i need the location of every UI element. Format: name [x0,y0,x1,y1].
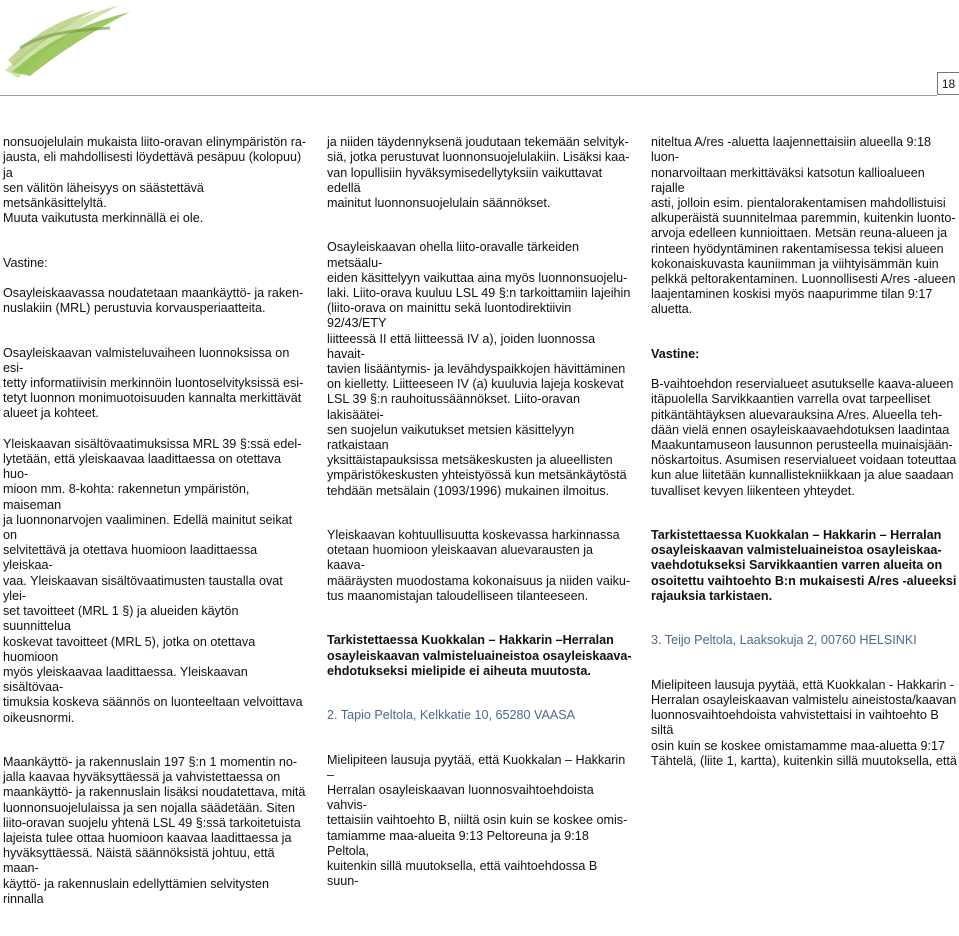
decision-paragraph: Tarkistettaessa Kuokkalan – Hakkarin – Herralan osayleiskaavan valmisteluaineistoa osayleiskaa- vaehdotukseksi Sarvikkaantien varren alueita on osoitettu vaihtoehto B:n mukaisesti A/res -alueeksi rajauksia tarkistaen. [651,528,957,603]
paragraph: Mielipiteen lausuja pyytää, että Kuokkalan – Hakkarin – Herralan osayleiskaavan luonnosvaihtoehdoista vahvis- tettaisiin vaihtoehto B, niiltä osin kuin se koskee omis- tamiamme maa-alueita 9:13 Peltoreuna ja 9:18 Peltola, kuitenkin sillä muutoksella, että vaihtoehdossa B suun- [327,752,628,889]
paragraph: Osayleiskaavan valmisteluvaiheen luonnoksissa on esi- tetty informatiivisin merkinnöin luontoselvityksissä esi- tetyt luonnon monimuotoisuuden kannalta merkittävät alueet ja kohteet. [3,345,304,421]
vastine-heading: Vastine: [3,255,48,270]
paragraph: niteltua A/res -aluetta laajennettaisiin alueella 9:18 luon- nonarvoiltaan merkittäväksi katsotun kallioalueen rajalle asti, jolloin esim. pientalorakentamisen mahdollistuisi alkuperäistä suunnitelmaa paremmin, kuitenkin luonto- arvoja edelleen kunnioittaen. Metsän reuna-alueen ja rinteen hyödyntäminen rakentamisessa tekisi alueen kokonaiskuvasta kauniimman ja viihtyisämmän kuin pelkkä peltorakentaminen. Luonnollisesti A/res -alueen laajentaminen koskisi myös naapurimme tilan 9:17 aluetta. [651,135,956,317]
text-column-3 [651,120,959,798]
organization-logo [0,0,160,80]
header-rule [0,95,937,96]
paragraph: Yleiskaavan kohtuullisuutta koskevassa harkinnassa otetaan huomioon yleiskaavan aluevarausten ja kaava- määräysten muodostama kokonaisuus ja niiden vaiku- tus maanomistajan taloudelliseen tilanteeseen. [327,528,631,603]
section-heading: 3. Teijo Peltola, Laaksokuja 2, 00760 HELSINKI [651,633,917,648]
paragraph: Maankäyttö- ja rakennuslain 197 §:n 1 momentin no- jalla kaavaa hyväksyttäessä ja vahvistettaessa on maankäyttö- ja rakennuslain lisäksi noudatettava, mitä luonnonsuojelulaissa ja sen nojalla säädetään. Siten liito-oravan suojelu yhtenä LSL 49 §:ssä tarkoitetuista lajeista tulee ottaa huomioon kaavaa laadittaessa ja hyväksyttäessä. Näistä säännöksistä johtuu, että maan- käyttö- ja rakennuslain edellyttämien selvitysten rinnalla [3,754,306,906]
vastine-heading: Vastine: [651,346,700,361]
section-heading: 2. Tapio Peltola, Kelkkatie 10, 65280 VAASA [327,708,576,723]
paragraph: Mielipiteen lausuja pyytää, että Kuokkalan - Hakkarin - Herralan osayleiskaavan valmistelu aineistosta/kaavan luonnosvaihtoehdoista vahvistettaisi in vaihtoehto B siltä osin kuin se koskee omistamamme maa-aluetta 9:17 Tähtelä, (liite 1, kartta), kuitenkin sillä muutoksella, että [651,677,957,768]
paragraph: ja niiden täydennyksenä joudutaan tekemään selvityk- siä, jotka perustuvat luonnonsuojelulakiin. Lisäksi kaa- van lopullisiin hyväksymisedellytyksiin vaikuttavat edellä mainitut luonnonsuojelulain säännökset. [327,135,630,211]
text-column-2 [327,120,632,919]
page-number: 18 [937,72,959,95]
paragraph: Osayleiskaavassa noudatetaan maankäyttö- ja raken- nuslakiin (MRL) perustuvia korvausperiaatteita. [3,286,304,316]
paragraph: nonsuojelulain mukaista liito-oravan elinympäristön ra- jausta, eli mahdollisesti löydettävä pesäpuu (kolopuu) ja sen välitön läheisyys on säästettävä metsänkäsittelyltä. Muuta vaikutusta merkinnällä ei ole. [3,135,307,226]
paragraph: Osayleiskaavan ohella liito-oravalle tärkeiden metsäalu- eiden käsittelyyn vaikuttaa aina myös luonnonsuojelu- laki. Liito-orava kuuluu LSL 49 §:n tarkoittamiin lajeihin (liito-orava on mainittu sekä luontodirektiivin 92/43/ETY liitteessä II että liitteessä IV a), joiden luonnossa havait- tavien lisääntymis- ja levähdyspaikkojen hävittäminen on kielletty. Liitteeseen IV (a) kuuluvia lajeja koskevat LSL 39 §:n rauhoitussäännökset. Liito-oravan lakisäätei- sen suojelun vaikutukset metsien käsittelyyn ratkaistaan yksittäistapauksissa metsäkeskusten ja alueellisten ympäristökeskusten yhteistyössä kun metsänkäytöstä tehdään metsälain (1093/1996) mukainen ilmoitus. [327,240,631,498]
text-column-1 [3,120,308,936]
paragraph: Yleiskaavan sisältövaatimuksissa MRL 39 §:ssä edel- lytetään, että yleiskaavaa laadittaessa on otettava huo- mioon mm. 8-kohta: rakennetun ympäristön, maiseman ja luonnonarvojen vaaliminen. Edellä mainitut seikat on selvitettävä ja otettava huomioon laadittaessa yleiskaa- vaa. Yleiskaavan sisältövaatimusten taustalla ovat ylei- set tavoitteet (MRL 1 §) ja alueiden käytön suunnittelua koskevat tavoitteet (MRL 5), jotka on otettava huomioon myös yleiskaavaa laadittaessa. Yleiskaavan sisältövaa- timuksia koskeva säännös on luonteeltaan velvoittava oikeusnormi. [3,436,303,725]
decision-paragraph: Tarkistettaessa Kuokkalan – Hakkarin –Herralan osayleiskaavan valmisteluaineistoa osayleiskaava- ehdotukseksi mielipide ei aiheuta muutosta. [327,633,632,678]
paragraph: B-vaihtoehdon reservialueet asutukselle kaava-alueen itäpuolella Sarvikkaantien varrella ovat tarpeelliset pitkäntähtäyksen aluevarauksina A/res. Alueella teh- dään vielä ennen osayleiskaavaehdotuksen laadintaa Maakuntamuseon lausunnon perusteella muinaisjään- nöskartoitus. Asumisen reservialueet voidaan toteuttaa kun alue liitetään kunnallistekniikkaan ja alue saadaan tuvalliset kevyen liikenteen yhteydet. [651,377,957,498]
